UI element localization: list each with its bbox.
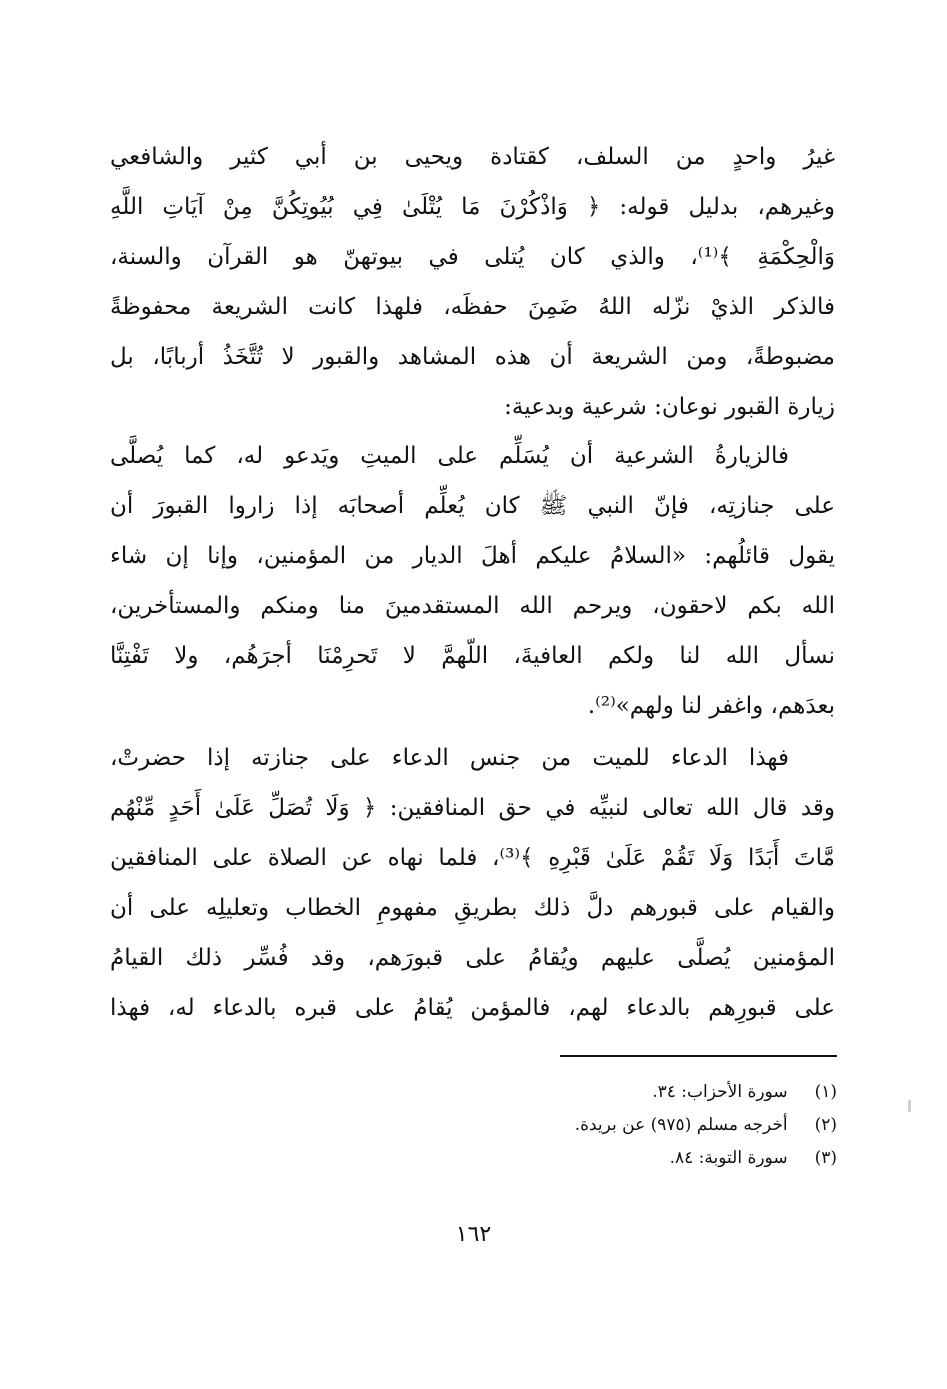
scan-mark <box>908 1100 911 1112</box>
text-line: وَالْحِكْمَةِ ﴾⁽¹⁾، والذي كان يُتلى في بيوتهنّ هو القرآن والسنة، <box>110 244 835 270</box>
footnote-text: سورة الأحزاب: ٣٤. <box>652 1082 788 1102</box>
footnote-separator <box>560 1055 837 1057</box>
text-line: الله بكم لاحقون، ويرحم الله المستقدمينَ منا ومنكم والمستأخرين، <box>110 593 835 619</box>
paragraph-1 <box>110 132 835 432</box>
text-line: على جنازتِه، فإنّ النبي ﷺ كان يُعلِّم أصحابَه إذا زاروا القبورَ أن <box>110 493 835 519</box>
text-line: نسأل الله لنا ولكم العافيةَ، اللّهمَّ لا تَحرِمْنَا أجرَهُم، ولا تَفْتِنَّا <box>110 643 835 669</box>
paragraph-3 <box>110 733 835 1033</box>
text-line: مضبوطةً، ومن الشريعة أن هذه المشاهد والقبور لا تُتَّخَذُ أربابًا، بل <box>110 344 835 370</box>
text-line: مَّاتَ أَبَدًا وَلَا تَقُمْ عَلَىٰ قَبْرِهِ ﴾⁽³⁾، فلما نهاه عن الصلاة على المنافقين <box>110 845 835 871</box>
text-line: يقول قائلُهم: «السلامُ عليكم أهلَ الديار من المؤمنين، وإنا إن شاء <box>110 543 835 569</box>
text-line: زيارة القبور نوعان: شرعية وبدعية: <box>504 394 835 420</box>
text-line: فهذا الدعاء للميت من جنس الدعاء على جنازته إذا حضرتْ، <box>110 745 789 771</box>
text-line: غيرُ واحدٍ من السلف، كقتادة ويحيى بن أبي كثير والشافعي <box>110 144 835 170</box>
text-line: على قبورِهم بالدعاء لهم، فالمؤمن يُقامُ على قبره بالدعاء له، فهذا <box>110 995 835 1021</box>
text-line: المؤمنين يُصلَّى عليهم ويُقامُ على قبورَهم، وقد فُسِّر ذلك القيامُ <box>110 945 835 971</box>
footnote-number: (٢) <box>814 1115 837 1135</box>
page-number: ١٦٢ <box>455 1222 492 1247</box>
text-line: وغيرهم، بدليل قوله: ﴿ وَاذْكُرْنَ مَا يُتْلَىٰ فِي بُيُوتِكُنَّ مِنْ آيَاتِ اللَّهِ <box>110 194 835 220</box>
footnote-number: (٣) <box>814 1148 837 1168</box>
footnote-item <box>337 1142 837 1175</box>
footnote-item <box>337 1109 837 1142</box>
footnotes <box>337 1076 837 1175</box>
paragraph-2 <box>110 431 835 731</box>
text-line: فالزيارةُ الشرعية أن يُسَلِّم على الميتِ ويَدعو له، كما يُصلَّى <box>110 443 789 469</box>
text-line: وقد قال الله تعالى لنبيِّه في حق المنافقين: ﴿ وَلَا تُصَلِّ عَلَىٰ أَحَدٍ مِّنْهُم <box>110 795 835 821</box>
text-line: والقيام على قبورهم دلَّ ذلك بطريقِ مفهومِ الخطاب وتعليلِه على أن <box>110 895 835 921</box>
footnote-text: سورة التوبة: ٨٤. <box>669 1148 788 1168</box>
footnote-number: (١) <box>814 1082 837 1102</box>
footnote-item <box>337 1076 837 1109</box>
text-line: بعدَهم، واغفر لنا ولهم»⁽²⁾. <box>587 693 835 719</box>
text-line: فالذكر الذيْ نزّله اللهُ ضَمِنَ حفظَه، فلهذا كانت الشريعة محفوظةً <box>110 294 835 320</box>
footnote-text: أخرجه مسلم (٩٧٥) عن بريدة. <box>574 1115 788 1135</box>
